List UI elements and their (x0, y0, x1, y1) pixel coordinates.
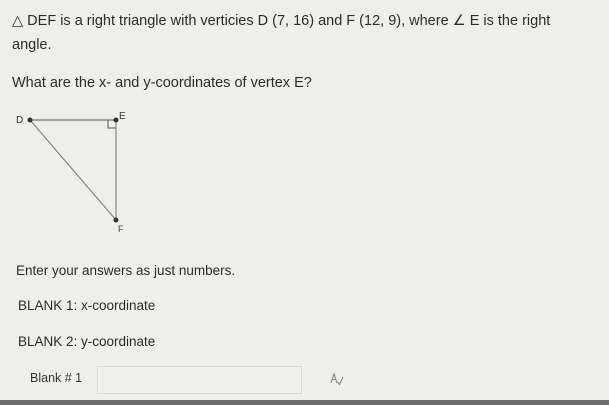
problem-line-2: angle. (12, 37, 52, 53)
vertex-d-label: D (16, 115, 24, 126)
vertex-d-point (28, 118, 33, 123)
triangle-diagram (12, 108, 142, 238)
blank-2-description: BLANK 2: y-coordinate (18, 334, 156, 349)
bottom-bar (0, 400, 609, 405)
spellcheck-icon[interactable] (330, 372, 344, 386)
answer-row (0, 360, 609, 405)
vertex-e-point (114, 118, 119, 123)
vertex-f-point (114, 218, 119, 223)
vertex-f-label: F (118, 224, 124, 234)
answer-blank-label: Blank # 1 (30, 371, 83, 385)
answer-blank-1-input[interactable] (97, 366, 302, 394)
side-df (30, 120, 116, 220)
vertex-e-label: E (119, 111, 126, 122)
instructions-text: Enter your answers as just numbers. (16, 263, 236, 278)
problem-line-1: △ DEF is a right triangle with verticies D (7, 16) and F (12, 9), where ∠ E is the right (12, 13, 551, 29)
blank-1-description: BLANK 1: x-coordinate (18, 298, 156, 313)
question-text: What are the x- and y-coordinates of vertex E? (12, 75, 312, 91)
problem-statement (12, 9, 602, 57)
